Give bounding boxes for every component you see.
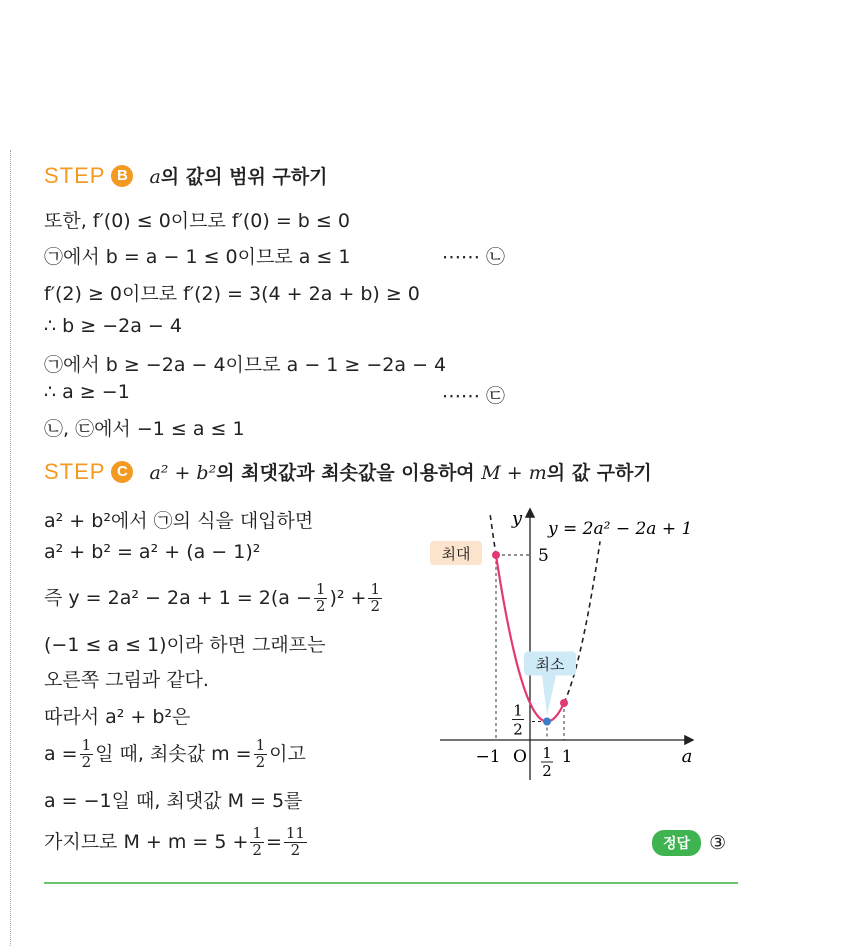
stepc-line-8: a = −1일 때, 최댓값 M = 5를 bbox=[44, 790, 303, 812]
stepb-line-5: ㉠에서 b ≥ −2a − 4이므로 a − 1 ≥ −2a − 4 bbox=[44, 354, 447, 376]
x-tick-1: 1 bbox=[561, 747, 573, 767]
marker-2: ⋯⋯ ㉡ bbox=[442, 246, 506, 268]
x-tick-half bbox=[541, 744, 553, 780]
stepc-line-9: 가지므로 M + m = 5 + $\frac{1}{2}$ = $\frac{11}{2}$ bbox=[44, 824, 305, 859]
min-label: 최소 bbox=[535, 655, 565, 674]
answer-value: ③ bbox=[709, 832, 727, 854]
x-tick-minus1: −1 bbox=[475, 747, 501, 767]
stepb-line-2: ㉠에서 b = a − 1 ≤ 0이므로 a ≤ 1 bbox=[44, 246, 351, 268]
stepc-line-2: a² + b² = a² + (a − 1)² bbox=[44, 541, 261, 563]
step-c-letter: C bbox=[111, 461, 133, 483]
stepc-line-7: a = $\frac{1}{2}$ 일 때, 최솟값 m = $\frac{1}{2}$ 이고 bbox=[44, 736, 306, 771]
curve-dashed-right bbox=[564, 541, 600, 703]
step-b-word: STEP bbox=[44, 162, 106, 188]
min-point bbox=[543, 718, 551, 726]
stepb-line-4: ∴ b ≥ −2a − 4 bbox=[44, 315, 182, 337]
stepc-line-3: 즉 y = 2a² − 2a + 1 = 2(a − $\frac{1}{2}$ )² + $\frac{1}{2}$ bbox=[44, 580, 380, 615]
step-c-word: STEP bbox=[44, 458, 106, 484]
stepc-line-5: 오른쪽 그림과 같다. bbox=[44, 669, 209, 691]
step-b-title: a의 값의 범위 구하기 bbox=[149, 166, 328, 188]
stepb-line-3: f′(2) ≥ 0이므로 f′(2) = 3(4 + 2a + b) ≥ 0 bbox=[44, 283, 420, 305]
origin-label: O bbox=[513, 747, 527, 767]
svg-text:2: 2 bbox=[513, 720, 523, 739]
y-tick-half bbox=[512, 702, 524, 739]
margin-dotted-line bbox=[10, 150, 11, 946]
max-callout bbox=[430, 541, 482, 565]
step-c-header bbox=[44, 458, 652, 485]
max-point bbox=[492, 551, 500, 559]
svg-text:1: 1 bbox=[542, 744, 552, 762]
svg-text:1: 1 bbox=[513, 701, 523, 720]
stepc-line-1: a² + b²에서 ㉠의 식을 대입하면 bbox=[44, 510, 314, 532]
step-b-header bbox=[44, 162, 327, 189]
stepb-line-1: 또한, f′(0) ≤ 0이므로 f′(0) = b ≤ 0 bbox=[44, 210, 350, 232]
max-label: 최대 bbox=[441, 545, 471, 563]
function-label: y = 2a² − 2a + 1 bbox=[548, 519, 693, 539]
y-tick-5: 5 bbox=[538, 546, 549, 566]
step-b-letter: B bbox=[111, 165, 133, 187]
svg-text:2: 2 bbox=[542, 762, 552, 780]
step-c-title: a² + b²의 최댓값과 최솟값을 이용하여 M + m의 값 구하기 bbox=[149, 462, 652, 484]
stepb-line-6: ∴ a ≥ −1 bbox=[44, 381, 130, 403]
marker-3: ⋯⋯ ㉢ bbox=[442, 385, 506, 407]
stepc-line-6: 따라서 a² + b²은 bbox=[44, 706, 191, 728]
y-axis-label: y bbox=[511, 508, 522, 529]
answer-badge: 정답 bbox=[652, 830, 701, 856]
parabola-graph bbox=[430, 500, 710, 790]
answer bbox=[652, 830, 726, 856]
stepc-line-4: (−1 ≤ a ≤ 1)이라 하면 그래프는 bbox=[44, 634, 326, 656]
stepb-line-7: ㉡, ㉢에서 −1 ≤ a ≤ 1 bbox=[44, 418, 245, 440]
bottom-rule bbox=[44, 882, 738, 884]
end-point bbox=[560, 699, 568, 707]
x-axis-label: a bbox=[681, 746, 693, 767]
curve-dashed-left bbox=[490, 515, 496, 555]
